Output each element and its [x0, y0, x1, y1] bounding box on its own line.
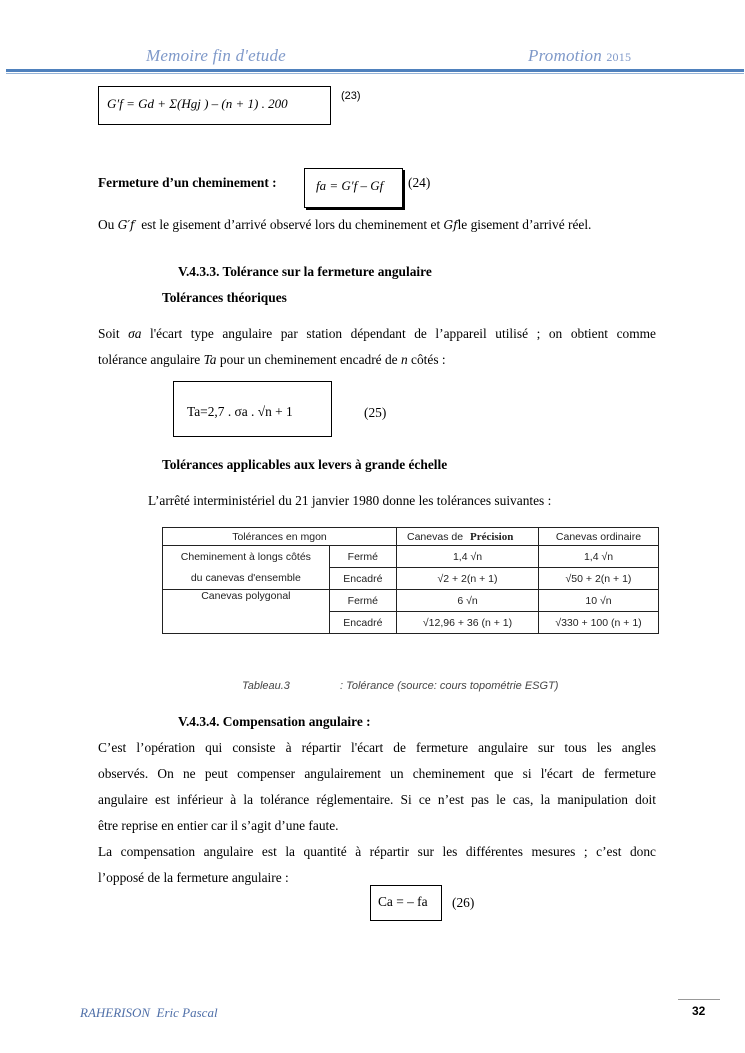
- v434-line: être reprise en entier car il s’agit d’une faute.: [98, 818, 339, 833]
- table-cell: 6 √n: [397, 590, 539, 612]
- table-caption-text: : Tolérance (source: cours topométrie ESGT): [340, 680, 559, 692]
- header-promotion: Promotion: [528, 46, 602, 65]
- tolerance-table: [162, 527, 659, 634]
- ou-symbol2: Gf: [443, 218, 458, 232]
- ou-suffix: le gisement d’arrivé réel.: [457, 217, 592, 232]
- header-rule-thin: [6, 73, 744, 74]
- v434-line: angulaire est inférieur à la tolérance réglementaire. Si ce n’est pas le cas, la manipulation doit: [98, 792, 656, 807]
- table-cell: 1,4 √n: [397, 546, 539, 568]
- table-cell: Encadré: [329, 568, 396, 590]
- header-year: 2015: [606, 50, 632, 64]
- eq24-formula: fa = G′f – Gf: [316, 178, 384, 193]
- eq23-formula: G′f = Gd + Σ(Hgj ) – (n + 1) . 200: [107, 96, 288, 111]
- v433-ta: Ta: [203, 352, 217, 367]
- table-row: [163, 612, 659, 634]
- v433-line1: [98, 321, 656, 347]
- ou-middle: est le gisement d’arrivé observé lors du cheminement et: [141, 217, 441, 232]
- table-cell: Fermé: [329, 546, 396, 568]
- applicables-intro: L’arrêté interministériel du 21 janvier 1980 donne les tolérances suivantes :: [148, 493, 552, 508]
- table-cell: 10 √n: [539, 590, 659, 612]
- v433-line2-mid: pour un cheminement encadré de: [219, 352, 398, 367]
- footer-rule: [678, 999, 720, 1000]
- table-header-row: [163, 528, 659, 546]
- table-cell: √12,96 + 36 (n + 1): [397, 612, 539, 634]
- eq23-number: (23): [341, 90, 361, 102]
- header-left-title: Memoire fin d'etude: [146, 46, 286, 65]
- table-row: [163, 546, 659, 568]
- heading-applicables: Tolérances applicables aux levers à grande échelle: [162, 457, 448, 472]
- v433-sigma: σa: [128, 326, 142, 341]
- v433-line1-start: Soit: [98, 326, 120, 341]
- v433-line2-start: tolérance angulaire: [98, 352, 201, 367]
- table-cell: [163, 612, 330, 634]
- heading-v434: V.4.3.4. Compensation angulaire :: [178, 714, 371, 729]
- v433-line2-end: côtés :: [411, 352, 446, 367]
- eq25-formula: Ta=2,7 . σa . √n + 1: [187, 404, 293, 419]
- table-row: [163, 590, 659, 612]
- table-caption-label: Tableau.3: [242, 680, 290, 692]
- table-cell: Cheminement à longs côtés: [163, 546, 330, 568]
- page-number: 32: [692, 1004, 706, 1018]
- v434-line: l’opposé de la fermeture angulaire :: [98, 870, 289, 885]
- header-rule: [6, 69, 744, 72]
- ou-prefix: Ou: [98, 217, 115, 232]
- header-right-title: [528, 46, 631, 66]
- v434-line: La compensation angulaire est la quantité à répartir sur les différentes mesures ; c’est donc: [98, 844, 656, 859]
- eq26-number: (26): [452, 895, 475, 910]
- header-canevas-de: Canevas de: [407, 530, 464, 543]
- ou-symbol1: G′f: [117, 218, 135, 232]
- footer-author: RAHERISON Eric Pascal: [80, 1005, 218, 1020]
- table-header-cell: Tolérances en mgon: [163, 528, 397, 546]
- eq26-formula: Ca = – fa: [378, 894, 428, 909]
- table-cell: √50 + 2(n + 1): [539, 568, 659, 590]
- eq26-box: [370, 885, 442, 921]
- eq25-box: [173, 381, 332, 437]
- table-cell: 1,4 √n: [539, 546, 659, 568]
- eq24-number: (24): [408, 175, 431, 190]
- v434-line: C’est l’opération qui consiste à répartir l'écart de fermeture angulaire sur tous les angles: [98, 740, 656, 755]
- table-cell: Encadré: [329, 612, 396, 634]
- fermeture-label: Fermeture d’un cheminement :: [98, 175, 277, 190]
- table-cell: √2 + 2(n + 1): [397, 568, 539, 590]
- ou-line: [98, 212, 591, 238]
- table-header-cell: [397, 528, 539, 546]
- eq23-box: [98, 86, 331, 125]
- subheading-theoriques: Tolérances théoriques: [162, 290, 287, 305]
- table-cell: du canevas d'ensemble: [163, 568, 330, 590]
- v434-line: observés. On ne peut compenser angulairement un cheminement que si l'écart de fermeture: [98, 766, 656, 781]
- v433-n: n: [400, 352, 408, 367]
- heading-v433: V.4.3.3. Tolérance sur la fermeture angulaire: [178, 264, 432, 279]
- v433-line2: [98, 347, 446, 373]
- table-row: [163, 568, 659, 590]
- header-precision: Précision: [469, 530, 514, 543]
- table-cell: Fermé: [329, 590, 396, 612]
- table-header-cell: Canevas ordinaire: [539, 528, 659, 546]
- eq24-box: [304, 168, 403, 208]
- eq25-number: (25): [364, 405, 387, 420]
- v433-line1-rest: l'écart type angulaire par station dépendant de l’appareil utilisé ; on obtient comme: [150, 326, 656, 341]
- table-cell: Canevas polygonal: [163, 590, 330, 612]
- table-cell: √330 + 100 (n + 1): [539, 612, 659, 634]
